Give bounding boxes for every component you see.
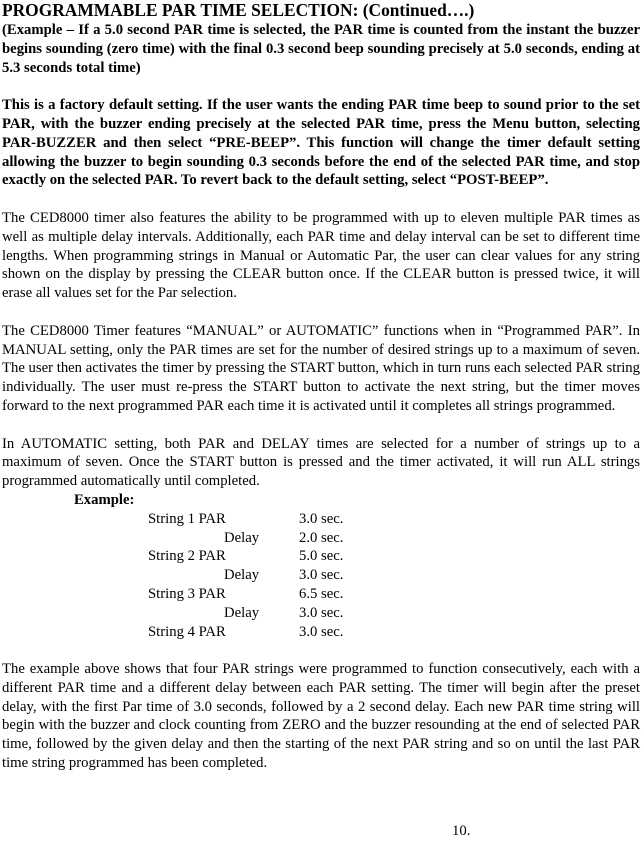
example-row-label: String 3 PAR	[148, 585, 226, 602]
document-page	[2, 0, 640, 773]
multiple-par-paragraph: The CED8000 timer also features the ability to be programmed with up to eleven multiple PAR times as well as multiple delay intervals. Additionally, each PAR time and delay interval can be set to different time lengths. When programming strings in Manual or Automatic Par, the user can clear values for any string shown on the display by pressing the CLEAR button once. If the CLEAR button is pressed twice, it will erase all values set for the Par selection.	[2, 209, 640, 302]
page-heading: PROGRAMMABLE PAR TIME SELECTION: (Continued….)	[2, 0, 475, 20]
spacer	[2, 416, 640, 435]
example-row	[2, 585, 640, 604]
example-row-value: 3.0 sec.	[299, 567, 344, 584]
example-explanation-paragraph: The example above shows that four PAR strings were programmed to function consecutively, each with a different PAR time and a different delay between each PAR setting. The timer will begin after the preset delay, with the first Par time of 3.0 seconds, followed by a 2 second delay. Each new PAR time string will begin with the buzzer and clock counting from ZERO and the buzzer resounding at the end of selected PAR time, followed by the given delay and then the starting of the next PAR string and so on until the last PAR time string programmed has been completed.	[2, 661, 640, 772]
page-number: 10.	[452, 823, 471, 839]
manual-automatic-paragraph: The CED8000 Timer features “MANUAL” or AUTOMATIC” functions when in “Programmed PAR”. In MANUAL setting, only the PAR times are set for the number of desired strings up to a maximum of seven. The user then activates the timer by pressing the START button, which in turn runs each selected PAR string individually. The user must re-press the START button to activate the next string, but the timer moves forward to the next programmed PAR each time it is activated until it completes all strings programmed.	[2, 322, 640, 414]
example-row	[2, 566, 640, 585]
example-row-value: 3.0 sec.	[299, 604, 344, 621]
example-row	[2, 510, 640, 529]
example-row-value: 6.5 sec.	[299, 585, 344, 602]
example-row-label: Delay	[224, 567, 260, 584]
example-row-label: Delay	[224, 604, 260, 621]
example-row-label: String 4 PAR	[148, 623, 226, 640]
example-row-value: 3.0 sec.	[299, 510, 344, 527]
spacer	[2, 77, 640, 96]
example-row	[2, 604, 640, 623]
example-row	[2, 547, 640, 566]
example-row	[2, 623, 640, 642]
spacer	[2, 641, 640, 660]
example-row-label: Delay	[224, 529, 260, 546]
example-table	[2, 510, 640, 642]
example-row-label: String 1 PAR	[148, 510, 226, 527]
automatic-setting-paragraph: In AUTOMATIC setting, both PAR and DELAY times are selected for a number of strings up to a maximum of seven. Once the START button is pressed and the timer activated, it will run ALL strings programmed automatically until completed.	[2, 435, 640, 490]
spacer	[2, 303, 640, 322]
example-row-value: 3.0 sec.	[299, 623, 344, 640]
example-row-label: String 2 PAR	[148, 548, 226, 565]
spacer	[2, 190, 640, 209]
example-row-value: 2.0 sec.	[299, 529, 344, 546]
example-row	[2, 529, 640, 548]
example-row-value: 5.0 sec.	[299, 548, 344, 565]
example-note-paragraph: (Example – If a 5.0 second PAR time is selected, the PAR time is counted from the instant the buzzer begins sounding (zero time) with the final 0.3 second beep sounding precisely at 5.0 seconds, ending at 5.3 seconds total time)	[2, 22, 640, 76]
example-label: Example:	[74, 491, 135, 508]
pre-beep-paragraph: This is a factory default setting. If the user wants the ending PAR time beep to sound prior to the set PAR, with the buzzer ending precisely at the selected PAR time, press the Menu button, selecting PAR-BUZZER and then select “PRE-BEEP”. This function will change the timer default setting allowing the buzzer to begin sounding 0.3 seconds before the end of the selected PAR time, and stop exactly on the selected PAR. To revert back to the default setting, select “POST-BEEP”.	[2, 97, 640, 189]
